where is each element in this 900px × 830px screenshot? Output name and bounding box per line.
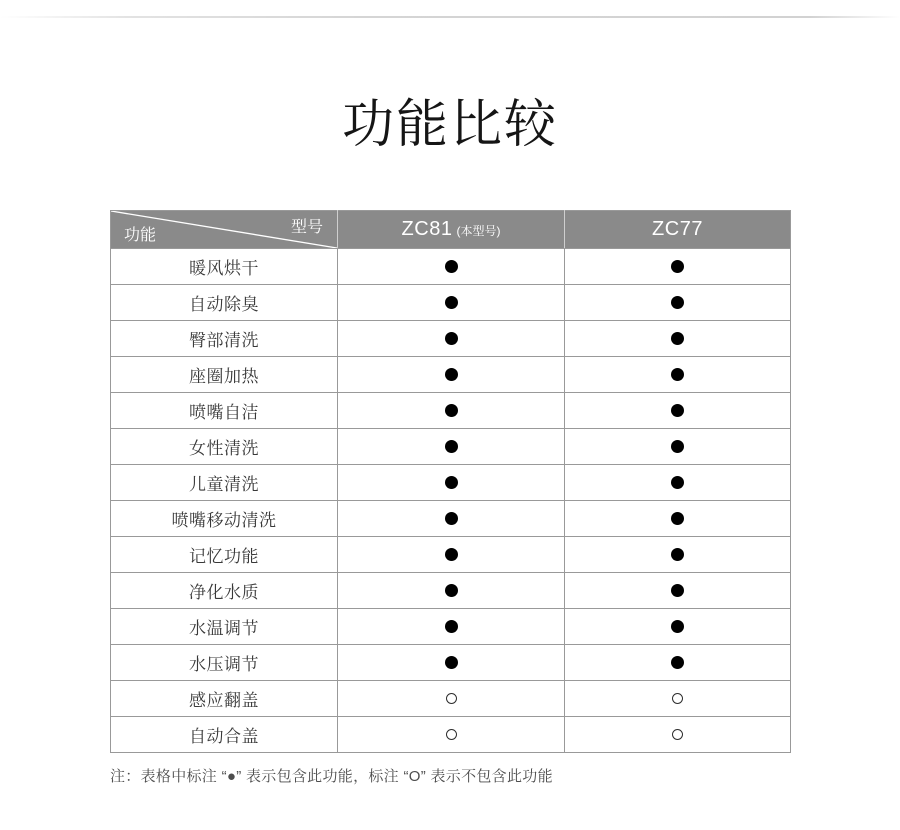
feature-label: 感应翻盖 [111,681,338,717]
included-dot [671,404,684,417]
feature-label: 记忆功能 [111,537,338,573]
zc81-value-cell [338,573,565,609]
included-dot [671,620,684,633]
included-dot [671,512,684,525]
model-zc77-name: ZC77 [652,218,703,240]
comparison-table-body [111,249,791,753]
table-row [111,429,791,465]
table-row [111,465,791,501]
zc77-value-cell [565,501,791,537]
included-dot [671,296,684,309]
model-zc81-name: ZC81 [401,218,453,240]
zc81-value-cell [338,249,565,285]
zc81-value-cell [338,285,565,321]
header-corner-cell [111,211,338,249]
table-row [111,573,791,609]
included-dot [671,260,684,273]
zc77-value-cell [565,645,791,681]
feature-label: 自动合盖 [111,717,338,753]
not-included-dot [672,729,683,740]
feature-label: 水压调节 [111,645,338,681]
page-title: 功能比较 [341,96,558,154]
included-dot [671,476,684,489]
included-dot [445,656,458,669]
included-dot [445,296,458,309]
zc77-value-cell [565,573,791,609]
included-dot [671,368,684,381]
included-dot [445,512,458,525]
table-row [111,609,791,645]
included-dot [671,440,684,453]
comparison-table [110,210,790,753]
zc81-value-cell [338,717,565,753]
zc77-value-cell [565,681,791,717]
top-divider [0,16,900,18]
legend-footnote: 注：表格中标注 “●” 表示包含此功能，标注 “O” 表示不包含此功能 [110,768,553,785]
included-dot [671,584,684,597]
zc77-value-cell [565,465,791,501]
zc77-value-cell [565,537,791,573]
table-row [111,249,791,285]
included-dot [671,656,684,669]
zc77-value-cell [565,249,791,285]
zc77-value-cell [565,285,791,321]
table-row [111,717,791,753]
not-included-dot [446,693,457,704]
zc81-value-cell [338,537,565,573]
zc81-value-cell [338,645,565,681]
included-dot [445,260,458,273]
table-row [111,537,791,573]
zc81-value-cell [338,609,565,645]
table-row [111,681,791,717]
zc81-value-cell [338,321,565,357]
feature-label: 座圈加热 [111,357,338,393]
included-dot [445,332,458,345]
model-axis-label: 型号 [290,219,323,236]
zc77-value-cell [565,321,791,357]
feature-label: 喷嘴自洁 [111,393,338,429]
included-dot [445,620,458,633]
zc77-value-cell [565,393,791,429]
included-dot [671,548,684,561]
feature-label: 臀部清洗 [111,321,338,357]
included-dot [445,548,458,561]
not-included-dot [446,729,457,740]
model-zc81-note: (本型号) [456,224,501,238]
zc81-value-cell [338,429,565,465]
feature-label: 净化水质 [111,573,338,609]
zc81-value-cell [338,681,565,717]
feature-label: 喷嘴移动清洗 [111,501,338,537]
zc77-value-cell [565,357,791,393]
table-row [111,357,791,393]
table-header [111,211,791,249]
header-model-zc81 [338,211,565,249]
feature-label: 自动除臭 [111,285,338,321]
zc81-value-cell [338,393,565,429]
zc81-value-cell [338,357,565,393]
included-dot [445,476,458,489]
zc81-value-cell [338,465,565,501]
table-row [111,501,791,537]
zc77-value-cell [565,429,791,465]
zc77-value-cell [565,609,791,645]
table-row [111,285,791,321]
table-row [111,393,791,429]
included-dot [445,584,458,597]
feature-label: 儿童清洗 [111,465,338,501]
feature-label: 女性清洗 [111,429,338,465]
included-dot [671,332,684,345]
feature-axis-label: 功能 [124,227,157,244]
table-row [111,321,791,357]
feature-label: 暖风烘干 [111,249,338,285]
zc77-value-cell [565,717,791,753]
table-row [111,645,791,681]
zc81-value-cell [338,501,565,537]
included-dot [445,368,458,381]
header-model-zc77 [565,211,791,249]
included-dot [445,404,458,417]
included-dot [445,440,458,453]
feature-label: 水温调节 [111,609,338,645]
not-included-dot [672,693,683,704]
